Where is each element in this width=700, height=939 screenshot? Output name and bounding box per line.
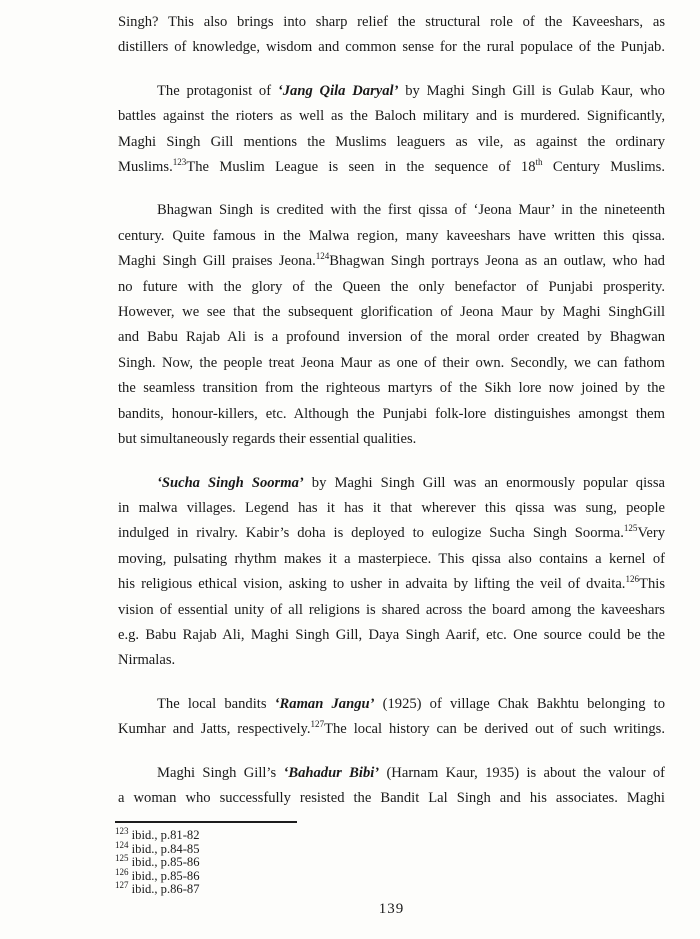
text-line <box>118 325 665 350</box>
paragraph <box>118 198 665 452</box>
text-run: e.g. Babu Rajab Ali, Maghi Singh Gill, Daya Singh Aarif, etc. One source could be the <box>118 626 665 643</box>
footnote-number: 124 <box>115 839 129 850</box>
footnote <box>115 825 662 843</box>
footnote-number: 123 <box>115 825 129 836</box>
text-line <box>118 572 665 597</box>
text-line <box>118 79 665 104</box>
text-line <box>118 786 665 811</box>
text-run: indulged in rivalry. Kabir’s doha is deployed to eulogize Sucha Singh Soorma. <box>118 525 624 542</box>
text-run: Singh? This also brings into sharp relief the structural role of the Kaveeshars, as <box>118 14 665 30</box>
text-run: his religious ethical vision, asking to usher in advaita by lifting the veil of dvaita. <box>118 576 626 593</box>
text-run: century. Quite famous in the Malwa region, many kaveeshars have written this qissa. <box>118 227 665 244</box>
text-line <box>118 648 665 673</box>
text-run: battles against the rioters as well as the Baloch military and is murdered. Significantly, <box>118 108 665 125</box>
paragraph <box>118 471 665 674</box>
text-run: Very <box>637 525 665 542</box>
text-line <box>118 155 665 180</box>
work-title: ‘Jang Qila Daryal’ <box>277 82 399 99</box>
text-line <box>118 130 665 155</box>
footnote <box>115 866 662 884</box>
page-number: 139 <box>378 901 405 917</box>
text-run: (Harnam Kaur, 1935) is about the valour of <box>379 764 666 781</box>
footnote-reference: 127 <box>310 719 325 730</box>
text-run: Singh. Now, the people treat Jeona Maur as one of their own. Secondly, we can fathom <box>118 354 665 371</box>
footnote-reference: 124 <box>315 251 330 262</box>
text-line <box>118 496 665 521</box>
text-run: bandits, honour-killers, etc. Although the Punjabi folk-lore distinguishes amongst them <box>118 405 665 422</box>
text-run: moving, pulsating rhythm makes it a masterpiece. This qissa also contains a kernel of <box>118 550 665 567</box>
footnote-reference: 125 <box>623 523 638 534</box>
text-line <box>118 351 665 376</box>
text-run: the seamless transition from the righteous martyrs of the Sikh lore now joined by the <box>118 380 665 397</box>
footnote-text: ibid., p.81-82 <box>128 828 200 842</box>
text-line <box>118 35 665 60</box>
text-run: The local history can be derived out of such writings. <box>324 721 665 738</box>
footnote <box>115 839 662 857</box>
footnote-reference: 123 <box>172 157 187 168</box>
footnote-text: ibid., p.85-86 <box>128 868 200 883</box>
text-line <box>118 717 665 742</box>
text-run: Century Muslims. <box>542 159 665 176</box>
footnote-text: ibid., p.84-85 <box>128 841 200 856</box>
text-run: Muslims. <box>118 159 173 176</box>
text-run: but simultaneously regards their essential qualities. <box>118 431 417 448</box>
text-line <box>118 224 665 249</box>
footnote-number: 127 <box>115 879 129 890</box>
paragraph <box>118 10 665 61</box>
footnote-text: ibid., p.86-87 <box>128 882 200 896</box>
work-title: ‘Sucha Singh Soorma’ <box>157 474 304 491</box>
paragraph <box>118 79 665 181</box>
text-run: Maghi Singh Gill mentions the Muslims leaguers as vile, as against the ordinary <box>118 133 665 150</box>
text-run: The protagonist of <box>157 82 278 99</box>
footnote-reference: 126 <box>625 574 640 585</box>
text-line <box>118 427 665 452</box>
footnote-number: 125 <box>115 852 129 863</box>
text-line <box>118 402 665 427</box>
text-run: by Maghi Singh Gill was an enormously popular qissa <box>303 474 665 491</box>
text-run: Bhagwan Singh is credited with the first qissa of ‘Jeona Maur’ in the nineteenth <box>157 202 665 219</box>
footnote-number: 126 <box>115 866 129 877</box>
text-line <box>118 471 665 496</box>
footnotes-list <box>115 825 662 897</box>
text-line <box>118 104 665 129</box>
footnote-block <box>115 821 662 897</box>
text-line <box>118 300 665 325</box>
footnote <box>115 879 662 897</box>
text-run: Maghi Singh Gill praises Jeona. <box>118 253 316 270</box>
paragraph <box>118 692 665 743</box>
footnote <box>115 852 662 870</box>
text-line <box>118 761 665 786</box>
text-run: The Muslim League is seen in the sequence of 18 <box>186 159 536 176</box>
text-run: (1925) of village Chak Bakhtu belonging to <box>374 695 665 712</box>
text-run: a woman who successfully resisted the Bandit Lal Singh and his associates. Maghi <box>118 789 665 806</box>
text-run: The local bandits <box>157 695 275 712</box>
work-title: ‘Raman Jangu’ <box>274 695 375 712</box>
text-line <box>118 598 665 623</box>
text-line <box>118 521 665 546</box>
text-line <box>118 249 665 274</box>
text-run: Nirmalas. <box>118 652 176 669</box>
paragraph <box>118 761 665 812</box>
superscript: th <box>535 157 543 168</box>
text-line <box>118 623 665 648</box>
footnote-text: ibid., p.85-86 <box>128 855 200 869</box>
text-run: distillers of knowledge, wisdom and common sense for the rural populace of the Punjab. <box>118 39 665 56</box>
text-run: in malwa villages. Legend has it has it that wherever this qissa was sung, people <box>118 499 665 516</box>
text-run: by Maghi Singh Gill is Gulab Kaur, who <box>398 82 665 99</box>
text-line <box>118 692 665 717</box>
text-run: This <box>639 576 665 593</box>
text-line <box>118 376 665 401</box>
page-body-text <box>118 10 665 811</box>
work-title: ‘Bahadur Bibi’ <box>283 764 380 781</box>
text-run: no future with the glory of the Queen the only benefactor of Punjabi prosperity. <box>118 278 665 295</box>
text-run: Kumhar and Jatts, respectively. <box>118 721 311 738</box>
text-line <box>118 198 665 223</box>
text-run: Bhagwan Singh portrays Jeona as an outlaw, who had <box>329 253 665 270</box>
text-run: However, we see that the subsequent glorification of Jeona Maur by Maghi SinghGill <box>118 304 665 321</box>
text-line <box>118 10 665 35</box>
text-line <box>118 547 665 572</box>
text-run: and Babu Rajab Ali is a profound inversion of the moral order created by Bhagwan <box>118 329 665 346</box>
text-run: Maghi Singh Gill’s <box>157 764 284 781</box>
text-line <box>118 275 665 300</box>
footnote-separator-rule <box>115 821 297 823</box>
text-run: vision of essential unity of all religions is shared across the board among the kaveeshars <box>118 601 665 618</box>
